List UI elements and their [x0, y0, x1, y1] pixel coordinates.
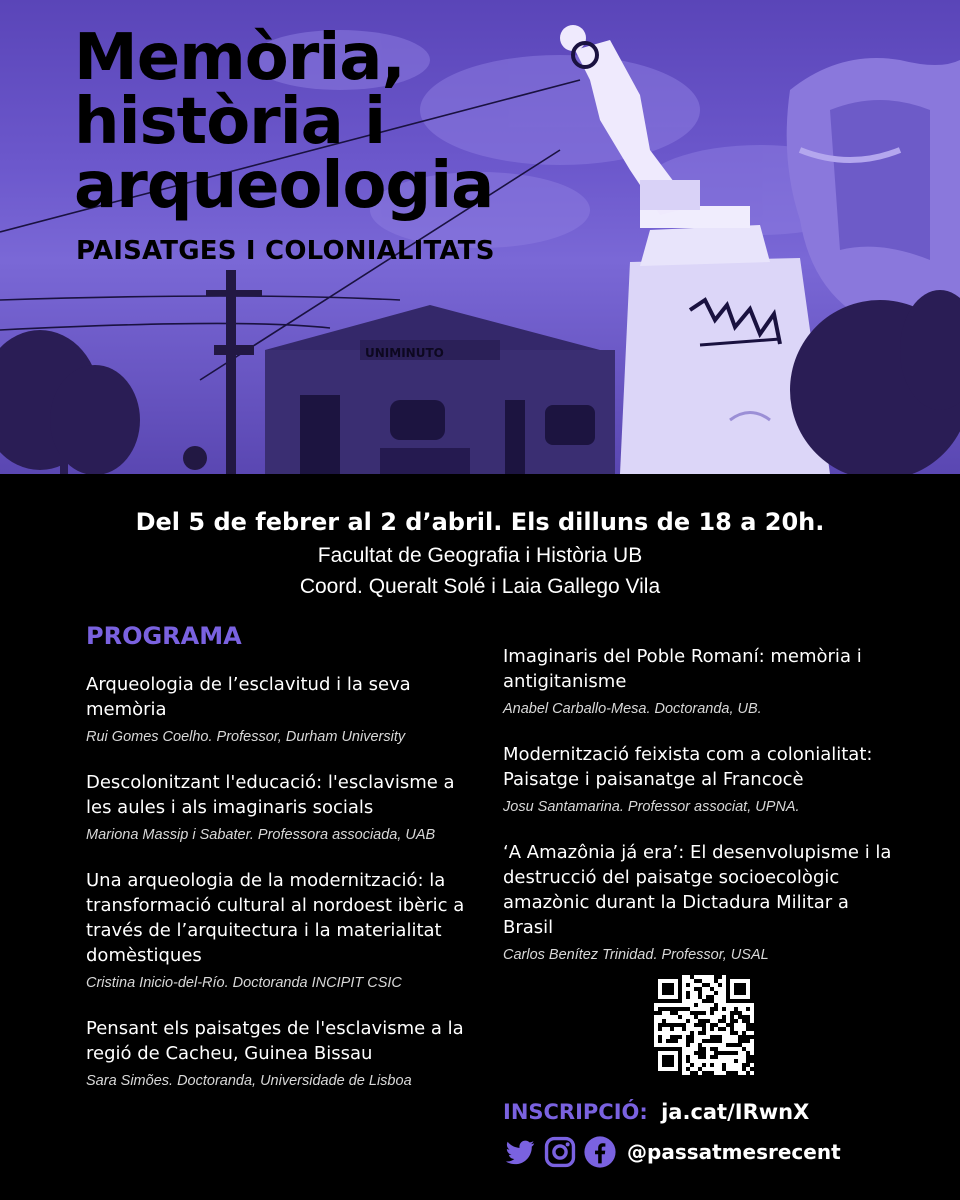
- event-info: [0, 500, 960, 600]
- program-item: [503, 840, 903, 966]
- title-line-3: arqueologia: [74, 149, 494, 223]
- hero-banner: [0, 0, 960, 474]
- registration-qr-code[interactable]: [654, 975, 754, 1075]
- program-item: [503, 644, 903, 720]
- registration-link[interactable]: ja.cat/IRwnX: [661, 1100, 810, 1124]
- program-item: [503, 742, 903, 818]
- event-title: [74, 21, 494, 223]
- svg-text:UNIMINUTO: UNIMINUTO: [365, 346, 444, 360]
- title-line-2: història i: [74, 85, 386, 159]
- social-handle[interactable]: @passatmesrecent: [627, 1140, 841, 1164]
- talk-title: Arqueologia de l’esclavitud i la seva memòria: [86, 674, 411, 720]
- program-item: [86, 868, 466, 994]
- facebook-icon[interactable]: [583, 1135, 617, 1169]
- registration-label: INSCRIPCIÓ:: [503, 1100, 648, 1124]
- talk-title: Pensant els paisatges de l'esclavisme a la regió de Cacheu, Guinea Bissau: [86, 1018, 464, 1064]
- program-column-right: [503, 644, 903, 988]
- twitter-icon[interactable]: [503, 1135, 537, 1169]
- program-item: [86, 770, 466, 846]
- program-heading: PROGRAMA: [86, 622, 242, 650]
- talk-title: Imaginaris del Poble Romaní: memòria i antigitanisme: [503, 646, 862, 692]
- talk-speaker: Sara Simões. Doctoranda, Universidade de Lisboa: [86, 1073, 412, 1089]
- social-links: [503, 1134, 841, 1170]
- talk-speaker: Carlos Benítez Trinidad. Professor, USAL: [503, 947, 769, 963]
- program-column-left: [86, 672, 466, 1114]
- talk-speaker: Mariona Massip i Sabater. Professora associada, UAB: [86, 827, 436, 843]
- talk-title: ‘A Amazônia já era’: El desenvolupisme i la destrucció del paisatge socioecològic amazònic durant la Dictadura Militar a Brasil: [503, 842, 892, 938]
- registration: [503, 1100, 809, 1124]
- talk-title: Modernització feixista com a colonialitat: Paisatge i paisanatge al Francocè: [503, 744, 873, 790]
- talk-title: Descolonitzant l'educació: l'esclavisme a les aules i als imaginaris socials: [86, 772, 455, 818]
- talk-speaker: Cristina Inicio-del-Río. Doctoranda INCIPIT CSIC: [86, 975, 402, 991]
- talk-title: Una arqueologia de la modernització: la transformació cultural al nordoest ibèric a través de l’arquitectura i la materialitat domèstiques: [86, 870, 465, 966]
- program-item: [86, 1016, 466, 1092]
- title-line-1: Memòria,: [74, 21, 405, 95]
- program-item: [86, 672, 466, 748]
- event-venue: Facultat de Geografia i Història UB: [317, 544, 643, 567]
- qr-code-graphic: [654, 975, 754, 1075]
- event-coordinators: Coord. Queralt Solé i Laia Gallego Vila: [299, 575, 661, 598]
- talk-speaker: Rui Gomes Coelho. Professor, Durham University: [86, 729, 406, 745]
- talk-speaker: Anabel Carballo-Mesa. Doctoranda, UB.: [503, 701, 762, 717]
- instagram-icon[interactable]: [543, 1135, 577, 1169]
- event-subtitle: PAISATGES I COLONIALITATS: [76, 236, 495, 266]
- talk-speaker: Josu Santamarina. Professor associat, UPNA.: [503, 799, 800, 815]
- event-dates: Del 5 de febrer al 2 d’abril. Els dilluns de 18 a 20h.: [135, 508, 825, 536]
